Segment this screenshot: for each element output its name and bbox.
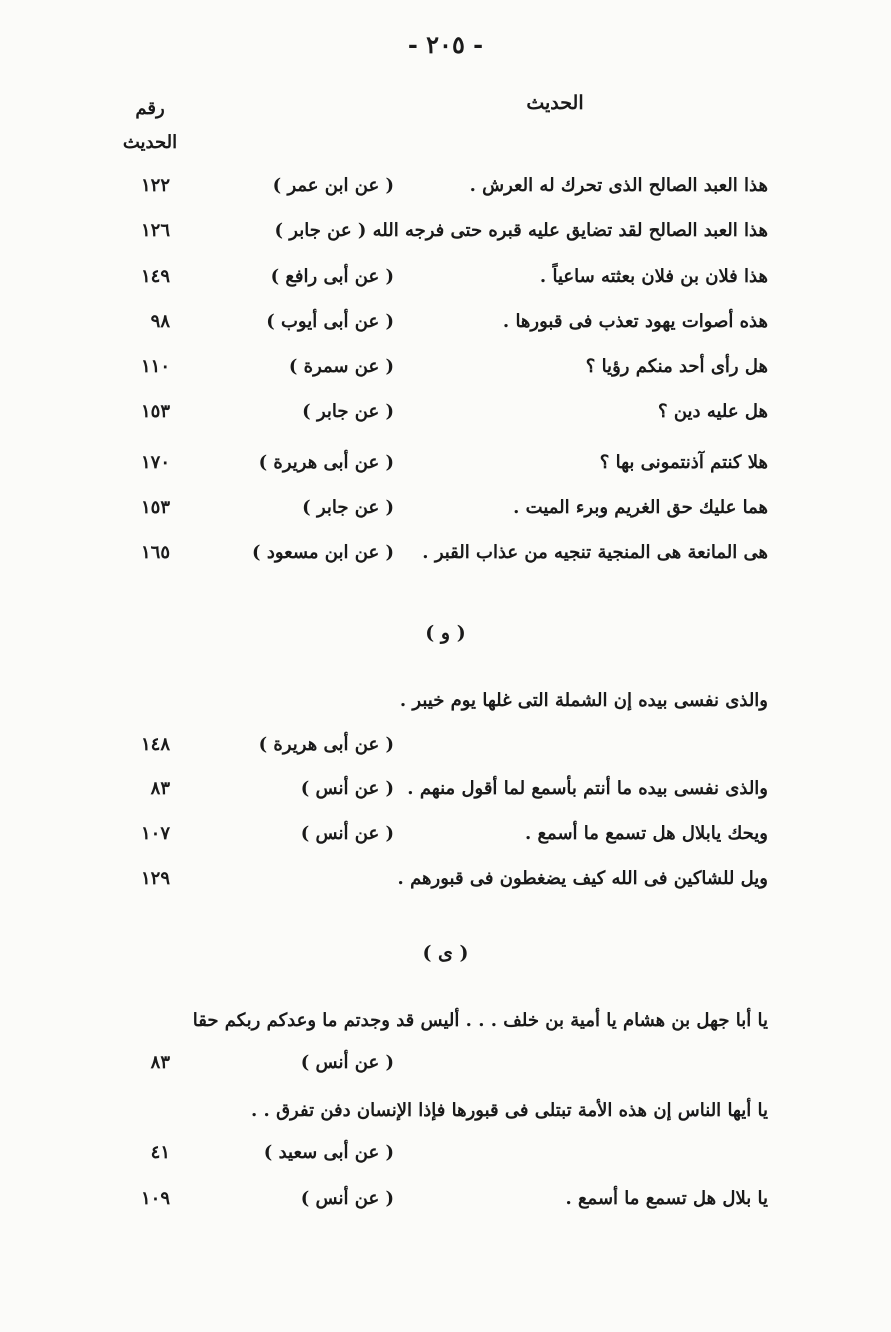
hadith-source: ( عن أنس ) xyxy=(300,1052,394,1073)
hadith-number: ١٧٠ xyxy=(140,452,170,473)
hadith-number: ١٦٥ xyxy=(140,542,170,563)
hadith-source: ( عن ابن مسعود ) xyxy=(252,542,394,563)
column-header-number xyxy=(100,92,200,160)
page-number: - ٢٠٥ - xyxy=(407,30,484,59)
hadith-number: ١٠٩ xyxy=(140,1188,170,1209)
hadith-text: هى المانعة هى المنجية تنجيه من عذاب القبر . xyxy=(422,542,768,563)
hadith-source: ( عن أنس ) xyxy=(300,778,394,799)
hadith-number: ١٢٢ xyxy=(140,175,170,196)
hadith-source: ( عن سمرة ) xyxy=(288,356,394,377)
column-header-number-line1: رقم xyxy=(135,98,165,119)
column-header-number-line2: الحديث xyxy=(122,132,178,153)
hadith-number: ٨٣ xyxy=(150,1052,170,1073)
hadith-text: يا أيها الناس إن هذه الأمة تبتلى فى قبورها فإذا الإنسان دفن تفرق . . xyxy=(251,1100,768,1121)
hadith-number: ١٥٣ xyxy=(140,401,170,422)
hadith-source: ( عن أبى سعيد ) xyxy=(263,1142,394,1163)
section-heading-waw: ( و ) xyxy=(425,622,466,644)
hadith-text: والذى نفسى بيده إن الشملة التى غلها يوم خيبر . xyxy=(399,690,768,711)
hadith-source: ( عن أبى أيوب ) xyxy=(266,311,394,332)
hadith-text: والذى نفسى بيده ما أنتم بأسمع لما أقول منهم . xyxy=(407,778,768,799)
hadith-source: ( عن أبى هريرة ) xyxy=(258,452,394,473)
hadith-text: يا بلال هل تسمع ما أسمع . xyxy=(565,1188,768,1209)
hadith-number: ١٢٩ xyxy=(140,868,170,889)
section-heading-ya: ( ى ) xyxy=(422,942,469,964)
hadith-text: هلا كنتم آذنتمونى بها ؟ xyxy=(599,452,768,473)
hadith-source: ( عن أبى هريرة ) xyxy=(258,734,394,755)
hadith-source: ( عن جابر ) xyxy=(302,401,394,422)
hadith-number: ٨٣ xyxy=(150,778,170,799)
hadith-source: ( عن ابن عمر ) xyxy=(272,175,394,196)
hadith-source: ( عن جابر ) xyxy=(302,497,394,518)
hadith-source: ( عن أنس ) xyxy=(300,823,394,844)
hadith-source: ( عن أبى رافع ) xyxy=(270,266,394,287)
column-header-hadith: الحديث xyxy=(526,92,584,114)
hadith-text: هما عليك حق الغريم وبرء الميت . xyxy=(513,497,768,518)
hadith-text: هل عليه دين ؟ xyxy=(658,401,768,422)
hadith-text: هذا فلان بن فلان بعثته ساعياً . xyxy=(539,266,768,287)
hadith-text: يا أبا جهل بن هشام يا أمية بن خلف . . . أليس قد وجدتم ما وعدكم ربكم حقا xyxy=(192,1010,768,1031)
hadith-text: ويل للشاكين فى الله كيف يضغطون فى قبورهم . xyxy=(397,868,768,889)
hadith-text: هل رأى أحد منكم رؤيا ؟ xyxy=(585,356,768,377)
hadith-number: ١٤٨ xyxy=(140,734,170,755)
hadith-number: ١٢٦ xyxy=(140,220,170,241)
hadith-text: هذا العبد الصالح لقد تضايق عليه قبره حتى فرجه الله ( عن جابر ) xyxy=(274,220,768,241)
hadith-number: ٩٨ xyxy=(150,311,170,332)
hadith-number: ١٥٣ xyxy=(140,497,170,518)
hadith-text: هذا العبد الصالح الذى تحرك له العرش . xyxy=(469,175,768,196)
hadith-source: ( عن أنس ) xyxy=(300,1188,394,1209)
hadith-number: ١١٠ xyxy=(140,356,170,377)
hadith-text: هذه أصوات يهود تعذب فى قبورها . xyxy=(502,311,768,332)
hadith-text: ويحك يابلال هل تسمع ما أسمع . xyxy=(524,823,768,844)
hadith-number: ١٤٩ xyxy=(140,266,170,287)
hadith-number: ٤١ xyxy=(150,1142,170,1163)
hadith-number: ١٠٧ xyxy=(140,823,170,844)
